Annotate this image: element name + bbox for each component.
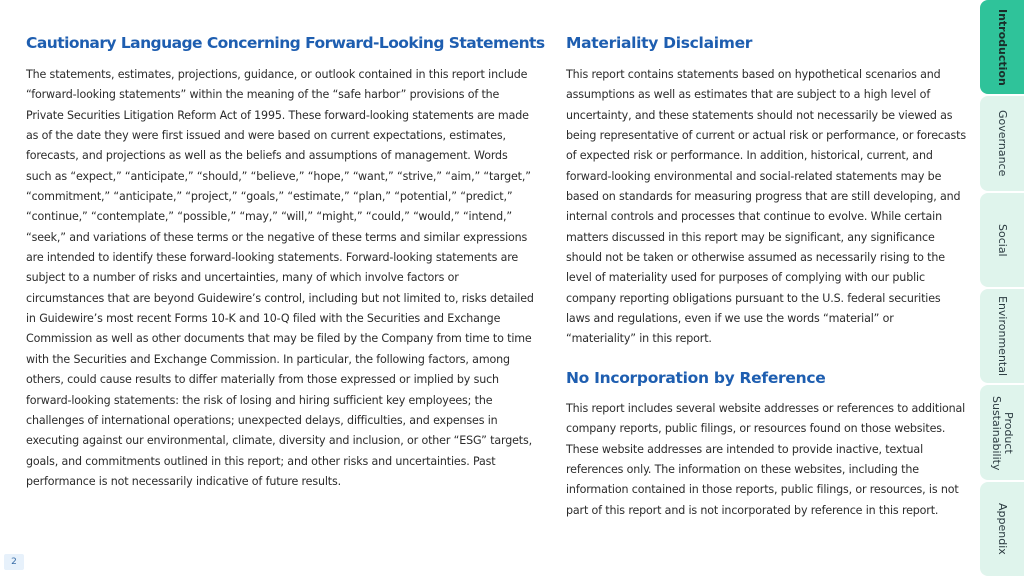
disclaimer-section xyxy=(566,0,966,521)
forward-looking-body: The statements, estimates, projections, guidance, or outlook contained in this report include “forward-looking statements” within the meaning of the “safe harbor” provisions of the Private Securities Litigation Reform Act of 1995. These forward-looking statements are made as of the date they were first issued and were based on current expectations, estimates, forecasts, and projections as well as the beliefs and assumptions of management. Words such as “expect,” “anticipate,” “should,” “believe,” “hope,” “want,” “strive,” “aim,” “target,” “commitment,” “anticipate,” “project,” “goals,” “estimate,” “plan,” “potential,” “predict,” “continue,” “contemplate,” “possible,” “may,” “will,” “might,” “could,” “would,” “intend,” “seek,” and variations of these terms or the negative of these terms and similar expressions are intended to identify these forward-looking statements. Forward-looking statements are subject to a number of risks and uncertainties, many of which involve factors or circumstances that are beyond Guidewire’s control, including but not limited to, risks detailed in Guidewire’s most recent Forms 10-K and 10-Q filed with the Securities and Exchange Commission as well as other documents that may be filed by the Company from time to time with the Securities and Exchange Commission. In particular, the following factors, among others, could cause results to differ materially from those expressed or implied by such forward-looking statements: the risk of losing and hiring sufficient key employees; the challenges of international operations; unexpected delays, difficulties, and expenses in executing against our environmental, climate, diversity and inclusion, or other “ESG” targets, goals, and commitments outlined in this report; and other risks and uncertainties. Past performance is not necessarily indicative of future results. xyxy=(26,68,534,488)
tab-label-introduction: Introduction xyxy=(996,8,1009,86)
tab-product-sustainability[interactable] xyxy=(980,385,1024,479)
no-incorporation-body: This report includes several website addresses or references to additional company reports, public filings, or resources found on those websites. These website addresses are intended to provide inactive, textual references only. The information on these websites, including the information contained in those reports, public filings, or resources, is not part of this report and is not incorporated by reference in this report. xyxy=(566,401,966,517)
section-tabs xyxy=(980,0,1024,576)
tab-introduction[interactable] xyxy=(980,0,1024,94)
tab-label-governance: Governance xyxy=(996,110,1009,177)
forward-looking-heading: Cautionary Language Concerning Forward-Looking Statements xyxy=(26,34,545,52)
forward-looking-section xyxy=(26,0,545,492)
no-incorporation-heading: No Incorporation by Reference xyxy=(566,368,826,387)
tab-governance[interactable] xyxy=(980,96,1024,190)
tab-social[interactable] xyxy=(980,193,1024,287)
tab-label-social: Social xyxy=(996,223,1009,257)
tab-appendix[interactable] xyxy=(980,482,1024,576)
page-number: 2 xyxy=(4,554,24,570)
materiality-body: This report contains statements based on hypothetical scenarios and assumptions as well as estimates that are subject to a high level of uncertainty, and these statements should not necessarily be viewed as being representative of current or actual risk or performance, or forecasts of expected risk or performance. In addition, historical, current, and forward-looking environmental and social-related statements may be based on standards for measuring progress that are still developing, and internal controls and processes that continue to evolve. While certain matters discussed in this report may be significant, any significance should not be taken or otherwise assumed as necessarily rising to the level of materiality used for purposes of complying with our public company reporting obligations pursuant to the U.S. federal securities laws and regulations, even if we use the words “material” or “materiality” in this report. xyxy=(566,68,966,346)
tab-label-product-sustainability: Product Sustainability xyxy=(990,396,1015,471)
materiality-heading: Materiality Disclaimer xyxy=(566,34,753,52)
tab-label-appendix: Appendix xyxy=(996,502,1009,555)
tab-environmental[interactable] xyxy=(980,289,1024,383)
tab-label-environmental: Environmental xyxy=(996,296,1009,377)
